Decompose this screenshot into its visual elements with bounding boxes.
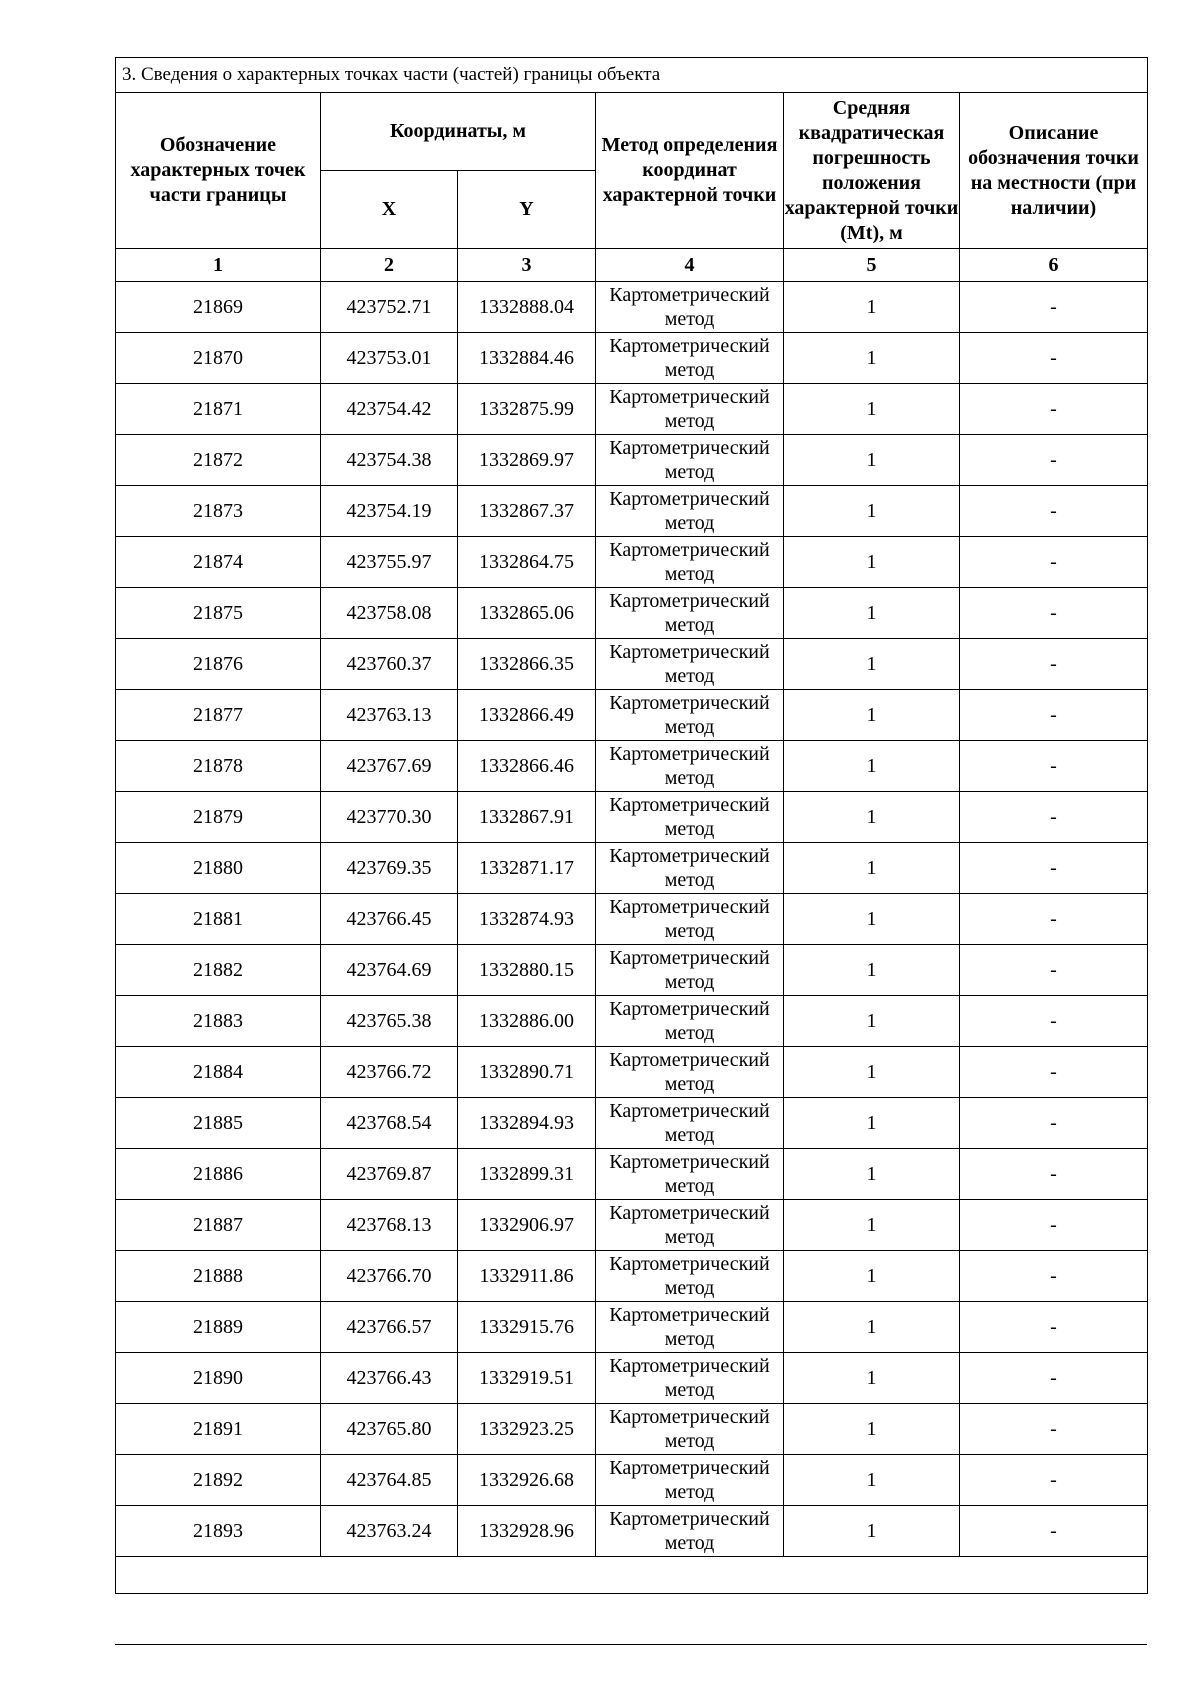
description-cell: - [960,282,1148,333]
error-cell: 1 [784,435,960,486]
point-id-cell: 21878 [116,741,321,792]
table-row [116,588,1148,639]
table-row [116,537,1148,588]
point-id-cell: 21877 [116,690,321,741]
table-row [116,741,1148,792]
table-body [116,282,1148,1557]
x-coordinate-cell: 423754.19 [321,486,458,537]
method-cell: Картометрический метод [596,282,784,333]
point-id-cell: 21889 [116,1302,321,1353]
x-coordinate-cell: 423766.72 [321,1047,458,1098]
method-cell: Картометрический метод [596,1149,784,1200]
description-cell: - [960,792,1148,843]
header-point-designation: Обозначение характерных точек части границы [116,93,321,249]
x-coordinate-cell: 423754.42 [321,384,458,435]
error-cell: 1 [784,486,960,537]
y-coordinate-cell: 1332906.97 [458,1200,596,1251]
description-cell: - [960,1047,1148,1098]
error-cell: 1 [784,384,960,435]
table-row [116,1353,1148,1404]
y-coordinate-cell: 1332869.97 [458,435,596,486]
y-coordinate-cell: 1332915.76 [458,1302,596,1353]
method-cell: Картометрический метод [596,1455,784,1506]
table-row [116,945,1148,996]
y-coordinate-cell: 1332899.31 [458,1149,596,1200]
error-cell: 1 [784,1098,960,1149]
point-id-cell: 21882 [116,945,321,996]
column-number: 5 [784,249,960,282]
error-cell: 1 [784,1353,960,1404]
x-coordinate-cell: 423770.30 [321,792,458,843]
y-coordinate-cell: 1332871.17 [458,843,596,894]
error-cell: 1 [784,1404,960,1455]
point-id-cell: 21873 [116,486,321,537]
point-id-cell: 21870 [116,333,321,384]
y-coordinate-cell: 1332884.46 [458,333,596,384]
point-id-cell: 21887 [116,1200,321,1251]
error-cell: 1 [784,894,960,945]
error-cell: 1 [784,333,960,384]
table-row [116,996,1148,1047]
table-row [116,1455,1148,1506]
description-cell: - [960,945,1148,996]
x-coordinate-cell: 423766.57 [321,1302,458,1353]
column-number: 1 [116,249,321,282]
method-cell: Картометрический метод [596,1047,784,1098]
method-cell: Картометрический метод [596,690,784,741]
point-id-cell: 21879 [116,792,321,843]
point-id-cell: 21874 [116,537,321,588]
table-row [116,639,1148,690]
table-row [116,894,1148,945]
x-coordinate-cell: 423763.24 [321,1506,458,1557]
x-coordinate-cell: 423767.69 [321,741,458,792]
error-cell: 1 [784,282,960,333]
error-cell: 1 [784,1302,960,1353]
x-coordinate-cell: 423768.54 [321,1098,458,1149]
y-coordinate-cell: 1332890.71 [458,1047,596,1098]
footer-divider [115,1644,1147,1645]
header-method: Метод определения координат характерной точки [596,93,784,249]
table-row [116,384,1148,435]
y-coordinate-cell: 1332911.86 [458,1251,596,1302]
point-id-cell: 21888 [116,1251,321,1302]
description-cell: - [960,1353,1148,1404]
method-cell: Картометрический метод [596,843,784,894]
header-y: Y [458,171,596,249]
point-id-cell: 21885 [116,1098,321,1149]
document-page [115,57,1147,1594]
method-cell: Картометрический метод [596,1200,784,1251]
y-coordinate-cell: 1332867.37 [458,486,596,537]
description-cell: - [960,1251,1148,1302]
method-cell: Картометрический метод [596,996,784,1047]
point-id-cell: 21884 [116,1047,321,1098]
description-cell: - [960,996,1148,1047]
point-id-cell: 21893 [116,1506,321,1557]
error-cell: 1 [784,1251,960,1302]
error-cell: 1 [784,945,960,996]
y-coordinate-cell: 1332866.46 [458,741,596,792]
x-coordinate-cell: 423763.13 [321,690,458,741]
header-x: X [321,171,458,249]
point-id-cell: 21891 [116,1404,321,1455]
description-cell: - [960,690,1148,741]
description-cell: - [960,333,1148,384]
point-id-cell: 21881 [116,894,321,945]
error-cell: 1 [784,1149,960,1200]
table-row [116,1302,1148,1353]
error-cell: 1 [784,1047,960,1098]
method-cell: Картометрический метод [596,537,784,588]
description-cell: - [960,1455,1148,1506]
y-coordinate-cell: 1332874.93 [458,894,596,945]
method-cell: Картометрический метод [596,792,784,843]
x-coordinate-cell: 423760.37 [321,639,458,690]
empty-cell [116,1557,1148,1594]
table-row [116,690,1148,741]
description-cell: - [960,741,1148,792]
method-cell: Картометрический метод [596,384,784,435]
y-coordinate-cell: 1332928.96 [458,1506,596,1557]
column-number: 6 [960,249,1148,282]
table-row [116,1506,1148,1557]
description-cell: - [960,588,1148,639]
column-number: 2 [321,249,458,282]
table-row [116,435,1148,486]
description-cell: - [960,1200,1148,1251]
x-coordinate-cell: 423766.70 [321,1251,458,1302]
description-cell: - [960,486,1148,537]
header-error: Средняя квадратическая погрешность положения характерной точки (Mt), м [784,93,960,249]
method-cell: Картометрический метод [596,1302,784,1353]
description-cell: - [960,1149,1148,1200]
method-cell: Картометрический метод [596,741,784,792]
description-cell: - [960,1302,1148,1353]
header-description: Описание обозначения точки на местности (при наличии) [960,93,1148,249]
x-coordinate-cell: 423764.85 [321,1455,458,1506]
point-id-cell: 21890 [116,1353,321,1404]
error-cell: 1 [784,588,960,639]
y-coordinate-cell: 1332866.35 [458,639,596,690]
y-coordinate-cell: 1332865.06 [458,588,596,639]
table-row [116,282,1148,333]
description-cell: - [960,384,1148,435]
point-id-cell: 21876 [116,639,321,690]
table-row [116,792,1148,843]
table-row [116,333,1148,384]
method-cell: Картометрический метод [596,1404,784,1455]
x-coordinate-cell: 423765.38 [321,996,458,1047]
table-row [116,1149,1148,1200]
y-coordinate-cell: 1332919.51 [458,1353,596,1404]
x-coordinate-cell: 423764.69 [321,945,458,996]
error-cell: 1 [784,1506,960,1557]
boundary-points-table [115,57,1148,1594]
x-coordinate-cell: 423753.01 [321,333,458,384]
x-coordinate-cell: 423758.08 [321,588,458,639]
y-coordinate-cell: 1332923.25 [458,1404,596,1455]
error-cell: 1 [784,996,960,1047]
error-cell: 1 [784,690,960,741]
y-coordinate-cell: 1332864.75 [458,537,596,588]
description-cell: - [960,639,1148,690]
y-coordinate-cell: 1332894.93 [458,1098,596,1149]
method-cell: Картометрический метод [596,1251,784,1302]
column-number: 4 [596,249,784,282]
y-coordinate-cell: 1332886.00 [458,996,596,1047]
error-cell: 1 [784,1200,960,1251]
description-cell: - [960,843,1148,894]
error-cell: 1 [784,843,960,894]
table-row [116,1251,1148,1302]
error-cell: 1 [784,1455,960,1506]
method-cell: Картометрический метод [596,1098,784,1149]
point-id-cell: 21892 [116,1455,321,1506]
y-coordinate-cell: 1332880.15 [458,945,596,996]
table-row [116,843,1148,894]
y-coordinate-cell: 1332866.49 [458,690,596,741]
method-cell: Картометрический метод [596,894,784,945]
header-coordinates: Координаты, м [321,93,596,171]
table-row [116,1047,1148,1098]
method-cell: Картометрический метод [596,486,784,537]
point-id-cell: 21880 [116,843,321,894]
description-cell: - [960,537,1148,588]
table-row [116,1098,1148,1149]
point-id-cell: 21886 [116,1149,321,1200]
x-coordinate-cell: 423754.38 [321,435,458,486]
y-coordinate-cell: 1332867.91 [458,792,596,843]
description-cell: - [960,435,1148,486]
x-coordinate-cell: 423766.43 [321,1353,458,1404]
x-coordinate-cell: 423769.87 [321,1149,458,1200]
point-id-cell: 21869 [116,282,321,333]
description-cell: - [960,1098,1148,1149]
method-cell: Картометрический метод [596,588,784,639]
description-cell: - [960,894,1148,945]
x-coordinate-cell: 423755.97 [321,537,458,588]
column-number: 3 [458,249,596,282]
table-row [116,1200,1148,1251]
method-cell: Картометрический метод [596,1506,784,1557]
point-id-cell: 21875 [116,588,321,639]
empty-row [116,1557,1148,1594]
error-cell: 1 [784,741,960,792]
table-row [116,486,1148,537]
error-cell: 1 [784,537,960,588]
x-coordinate-cell: 423766.45 [321,894,458,945]
y-coordinate-cell: 1332875.99 [458,384,596,435]
description-cell: - [960,1404,1148,1455]
method-cell: Картометрический метод [596,639,784,690]
x-coordinate-cell: 423768.13 [321,1200,458,1251]
method-cell: Картометрический метод [596,333,784,384]
point-id-cell: 21883 [116,996,321,1047]
method-cell: Картометрический метод [596,945,784,996]
description-cell: - [960,1506,1148,1557]
error-cell: 1 [784,792,960,843]
point-id-cell: 21872 [116,435,321,486]
section-title-row [116,58,1148,93]
error-cell: 1 [784,639,960,690]
section-title: 3. Сведения о характерных точках части (частей) границы объекта [116,58,1148,93]
x-coordinate-cell: 423765.80 [321,1404,458,1455]
method-cell: Картометрический метод [596,435,784,486]
y-coordinate-cell: 1332926.68 [458,1455,596,1506]
x-coordinate-cell: 423769.35 [321,843,458,894]
method-cell: Картометрический метод [596,1353,784,1404]
y-coordinate-cell: 1332888.04 [458,282,596,333]
column-numbers-row [116,249,1148,282]
point-id-cell: 21871 [116,384,321,435]
x-coordinate-cell: 423752.71 [321,282,458,333]
header-row-top [116,93,1148,171]
table-row [116,1404,1148,1455]
